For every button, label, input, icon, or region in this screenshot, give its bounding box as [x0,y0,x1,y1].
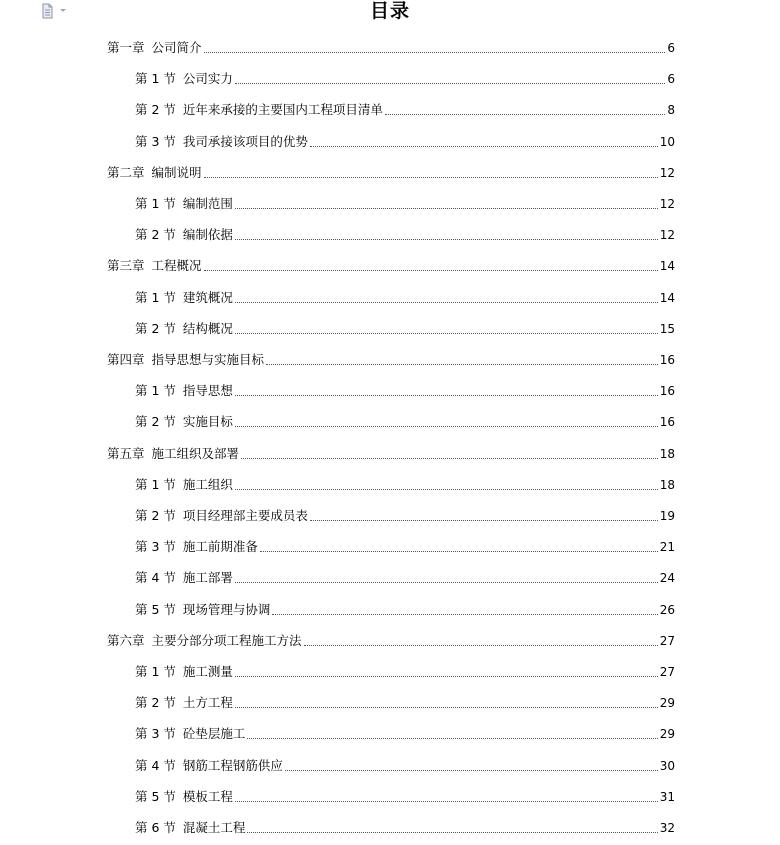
toc-page-number: 27 [659,633,675,648]
toc-entry-title: 建筑概况 [182,289,233,305]
toc-entry-number: 第 6 节 [135,820,176,835]
toc-entry-number: 第 2 节 [135,102,176,118]
toc-page-number: 16 [659,415,675,430]
toc-section-entry[interactable] [135,660,675,680]
toc-chapter-entry[interactable] [107,348,675,368]
toc-page-number: 18 [659,446,675,461]
toc-entry-title: 主要分部分项工程施工方法 [151,632,302,648]
toc-page-number: 27 [659,665,675,679]
toc-entry-number: 第 3 节 [135,133,176,149]
toc-entry-title: 编制依据 [182,227,233,243]
toc-entry-number: 第二章 [107,164,145,180]
toc-entry-number: 第三章 [107,258,145,274]
toc-entry-label [135,71,233,87]
toc-entry-title: 施工组织及部署 [151,445,240,461]
toc-entry-number: 第 1 节 [135,383,176,399]
toc-entry-label [135,664,233,680]
toc-page-number: 14 [659,290,675,305]
toc-entry-title: 混凝土工程 [182,820,246,835]
toc-entry-number: 第 3 节 [135,539,176,555]
dot-leader [235,239,658,240]
toc-entry-title: 我司承接该项目的优势 [182,133,308,149]
toc-section-entry[interactable] [135,473,675,493]
toc-page-number: 8 [667,103,675,118]
toc-section-entry[interactable] [135,67,675,87]
toc-page-number: 29 [659,727,675,742]
toc-section-entry[interactable] [135,598,675,618]
toc-entry-label [135,695,233,711]
toc-entry-label [135,414,233,430]
toc-page-number: 15 [659,321,675,336]
toc-entry-number: 第 1 节 [135,196,176,211]
toc-page-number: 29 [659,696,675,711]
dot-leader [235,707,658,708]
dot-leader [235,582,658,583]
toc-page-number: 14 [659,259,675,274]
toc-chapter-entry[interactable] [107,161,675,181]
toc-page-number: 12 [659,165,675,180]
toc-entry-number: 第一章 [107,40,145,55]
toc-entry-title: 施工组织 [182,476,233,492]
toc-chapter-entry[interactable] [107,629,675,649]
toc-entry-number: 第 4 节 [135,570,176,586]
toc-section-entry[interactable] [135,98,675,118]
toc-section-entry[interactable] [135,286,675,306]
toc-chapter-entry[interactable] [107,254,675,274]
toc-entry-label [135,477,233,493]
toc-chapter-entry[interactable] [107,442,675,462]
dot-leader [247,738,657,739]
toc-entry-title: 指导思想 [182,383,233,399]
dot-leader [235,208,658,209]
toc-entry-label [135,570,233,586]
toc-entry-label [135,726,245,742]
dot-leader [235,302,658,303]
toc-section-entry[interactable] [135,130,675,150]
toc-entry-label [107,352,264,368]
toc-entry-label [107,165,202,181]
toc-page-number: 16 [659,384,675,399]
toc-section-entry[interactable] [135,223,675,243]
toc-entry-title: 近年来承接的主要国内工程项目清单 [182,102,383,118]
toc-entry-number: 第 5 节 [135,601,176,617]
dot-leader [285,770,658,771]
dot-leader [204,270,658,271]
toc-entry-title: 公司实力 [182,71,233,87]
toc-entry-title: 实施目标 [182,414,233,430]
toc-entry-number: 第 3 节 [135,726,176,742]
toc-page-number: 18 [659,477,675,492]
toc-entry-label [135,602,270,618]
toc-entry-title: 模板工程 [182,788,233,804]
toc-entry-title: 现场管理与协调 [182,601,271,617]
dot-leader [247,832,657,833]
dot-leader [272,614,657,615]
toc-entry-title: 指导思想与实施目标 [151,352,265,367]
toc-entry-label [107,258,202,274]
toc-section-entry[interactable] [135,535,675,555]
toc-page-number: 31 [659,789,675,804]
toc-page-number: 6 [667,72,675,87]
toc-section-entry[interactable] [135,317,675,337]
dot-leader [310,146,658,147]
toc-entry-title: 砼垫层施工 [182,726,246,742]
dot-leader [235,489,658,490]
toc-entry-number: 第四章 [107,352,145,367]
dot-leader [204,177,658,178]
toc-entry-title: 土方工程 [182,695,233,711]
toc-entry-label [107,446,239,462]
toc-entry-number: 第 1 节 [135,289,176,305]
toc-entry-title: 公司简介 [151,40,202,55]
toc-page-number: 32 [659,821,675,835]
toc-entry-label [135,290,233,306]
toc-entry-label [135,820,245,836]
toc-entry-label [135,102,383,118]
toc-entry-title: 编制范围 [182,196,233,211]
toc-entry-label [135,196,233,212]
toc-entry-number: 第 1 节 [135,664,176,679]
toc-entry-label [135,227,233,243]
toc-entry-number: 第 1 节 [135,476,176,492]
dot-leader [235,83,665,84]
toc-entry-title: 施工部署 [182,570,233,586]
toc-entry-number: 第 2 节 [135,320,176,336]
toc-entry-number: 第 4 节 [135,757,176,773]
toc-page-number: 16 [659,353,675,367]
toc-entry-label [135,758,283,774]
toc-section-entry[interactable] [135,785,675,805]
toc-entry-label [135,789,233,805]
toc-entry-number: 第六章 [107,632,145,648]
dot-leader [235,333,658,334]
toc-entry-number: 第 2 节 [135,508,176,523]
toc-entry-number: 第 2 节 [135,695,176,711]
toc-entry-title: 施工前期准备 [182,539,258,555]
toc-entry-label [135,383,233,399]
dot-leader [241,458,658,459]
toc-section-entry[interactable] [135,410,675,430]
toc-entry-label [135,321,233,337]
toc-page-number: 19 [659,509,675,523]
toc-entry-title: 施工测量 [182,664,233,679]
toc-page-number: 10 [659,134,675,149]
dot-leader [235,426,658,427]
toc-entry-title: 编制说明 [151,164,202,180]
toc-entry-label [107,633,302,649]
toc-entry-label [135,539,258,555]
toc-section-entry[interactable] [135,754,675,774]
toc-section-entry[interactable] [135,504,675,524]
dot-leader [260,551,658,552]
dot-leader [385,114,665,115]
toc-entry-title: 工程概况 [151,258,202,274]
dot-leader [310,520,658,521]
toc-entry-number: 第 2 节 [135,414,176,430]
dot-leader [204,52,666,53]
toc-section-entry[interactable] [135,816,675,836]
toc-page-number: 30 [659,758,675,773]
dot-leader [266,364,658,365]
toc-section-entry[interactable] [135,192,675,212]
dot-leader [235,676,658,677]
toc-entry-number: 第 1 节 [135,71,176,87]
dot-leader [304,645,658,646]
toc-section-entry[interactable] [135,379,675,399]
toc-entry-number: 第 5 节 [135,788,176,804]
toc-section-entry[interactable] [135,722,675,742]
toc-page-number: 24 [659,571,675,586]
toc-section-entry[interactable] [135,691,675,711]
toc-page-number: 26 [659,602,675,617]
dot-leader [235,395,658,396]
toc-chapter-entry[interactable] [107,36,675,56]
toc-page-number: 21 [659,540,675,555]
page-title: 目录 [369,0,410,22]
dot-leader [235,801,658,802]
toc-entry-title: 结构概况 [182,320,233,336]
toc-entry-label [107,40,202,56]
toc-page-number: 6 [667,41,675,55]
toc-page-number: 12 [659,197,675,211]
toc-entry-number: 第五章 [107,445,145,461]
toc-entry-label [135,508,308,524]
toc-entry-number: 第 2 节 [135,227,176,243]
toc-section-entry[interactable] [135,566,675,586]
toc-page-number: 12 [659,228,675,243]
toc-entry-title: 钢筋工程钢筋供应 [182,757,283,773]
toc-entry-title: 项目经理部主要成员表 [182,508,308,523]
toc-entry-label [135,134,308,150]
